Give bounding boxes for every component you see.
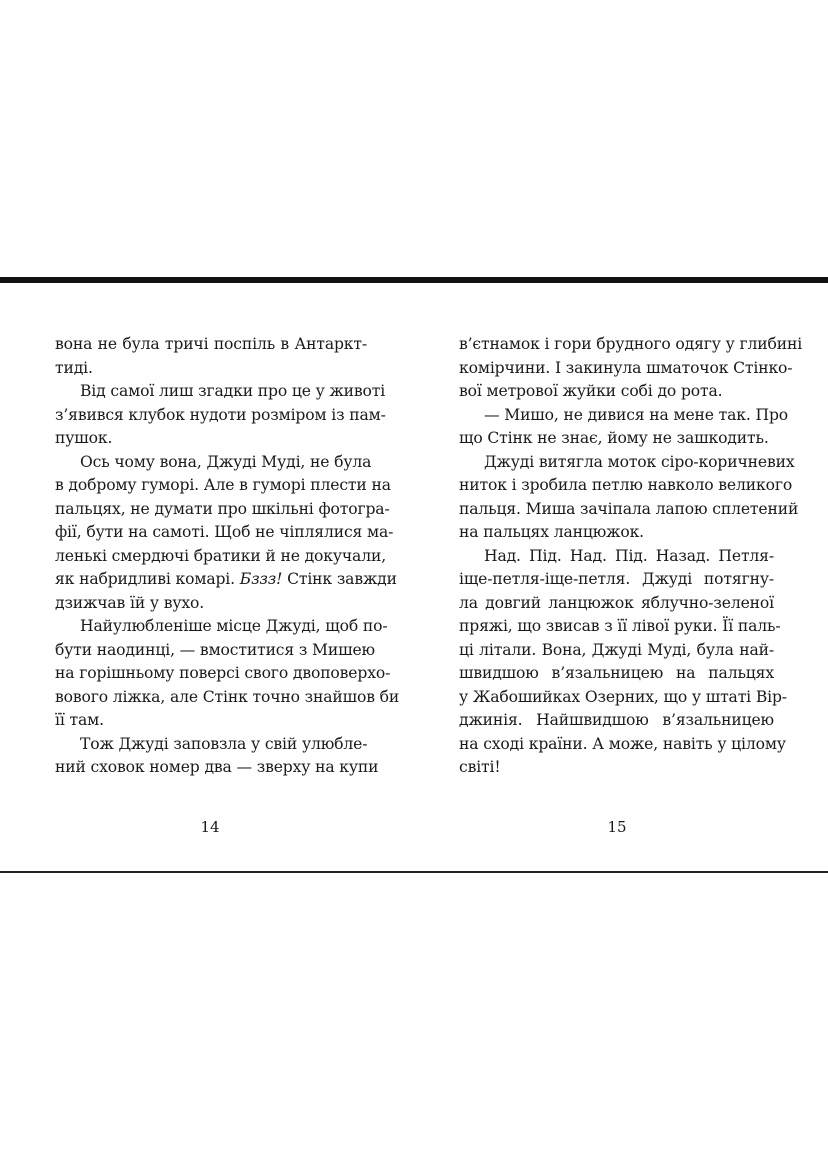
text-line: ці літали. Вона, Джуді Муді, була най- xyxy=(459,640,774,659)
right-page-lines xyxy=(459,333,803,780)
italic-sound-effect: Бззз! xyxy=(239,570,283,588)
text-line: Тож Джуді заповзла у свій улюбле- xyxy=(80,734,368,753)
text-line: світі! xyxy=(459,758,501,776)
top-divider-rule xyxy=(0,277,828,283)
left-page-lines xyxy=(55,333,400,780)
text-line: Над. Під. Над. Під. Назад. Петля- xyxy=(484,546,774,565)
text-line: фії, бути на самоті. Щоб не чіплялися ма- xyxy=(55,523,394,541)
text-line: ла довгий ланцюжок яблучно-зеленої xyxy=(459,593,774,612)
text-line: швидшою в’язальницею на пальцях xyxy=(459,664,774,682)
text-line: Джуді витягла моток сіро-коричневих xyxy=(484,452,795,471)
text-line: пушок. xyxy=(55,429,113,447)
text-line: ниток і зробила петлю навколо великого xyxy=(459,476,793,494)
text-line: — Мишо, не дивися на мене так. Про xyxy=(484,405,789,424)
text-line: що Стінк не знає, йому не зашкодить. xyxy=(459,429,769,447)
text-line: бути наодинці, — вмоститися з Мишею xyxy=(55,640,375,659)
text-line: комірчини. І закинула шматочок Стінко- xyxy=(459,358,793,377)
text-line: вового ліжка, але Стінк точно знайшов би xyxy=(55,687,400,706)
text-line: джинія. Найшвидшою в’язальницею xyxy=(459,711,774,729)
text-line: на горішньому поверсі свого двоповерхо- xyxy=(55,664,391,682)
text-line: в доброму гуморі. Але в гуморі плести на xyxy=(55,476,391,494)
text-line: пальця. Миша зачіпала лапою сплетений xyxy=(459,499,799,518)
text-line: її там. xyxy=(55,711,104,729)
text-line: дзижчав їй у вухо. xyxy=(55,593,205,612)
text-line: вої метрової жуйки собі до рота. xyxy=(459,382,723,400)
text-line xyxy=(55,568,397,592)
text-line: Найулюбленіше місце Джуді, щоб по- xyxy=(80,617,388,635)
text-line: на сході країни. А може, навіть у цілому xyxy=(459,734,786,753)
left-page-number: 14 xyxy=(200,818,220,836)
text-line: вона не була тричі поспіль в Антаркт- xyxy=(55,335,367,353)
text-line: в’єтнамок і гори брудного одягу у глибині xyxy=(459,335,803,353)
text-line: Ось чому вона, Джуді Муді, не була xyxy=(80,452,372,471)
text-line: з’явився клубок нудоти розміром із пам- xyxy=(55,405,386,424)
right-page-number: 15 xyxy=(607,818,627,836)
text-line: ленькі смердючі братики й не докучали, xyxy=(55,546,386,565)
text-line: пальцях, не думати про шкільні фотогра- xyxy=(55,499,390,518)
bottom-divider-rule xyxy=(0,871,828,873)
text-line: ний сховок номер два — зверху на купи xyxy=(55,758,379,776)
text-line: у Жабошийках Озерних, що у штаті Вір- xyxy=(459,687,787,706)
text-line: іще-петля-іще-петля. Джуді потягну- xyxy=(459,570,774,588)
text-segment: Стінк завжди xyxy=(282,570,397,588)
right-page-text xyxy=(459,333,803,780)
text-line: Від самої лиш згадки про це у животі xyxy=(80,382,386,400)
left-page-text xyxy=(55,333,400,780)
text-line: пряжі, що звисав з її лівої руки. Її паль- xyxy=(459,617,781,635)
text-line: тиді. xyxy=(55,358,93,377)
text-segment: як набридливі комарі. xyxy=(55,570,240,588)
text-line: на пальцях ланцюжок. xyxy=(459,523,644,541)
